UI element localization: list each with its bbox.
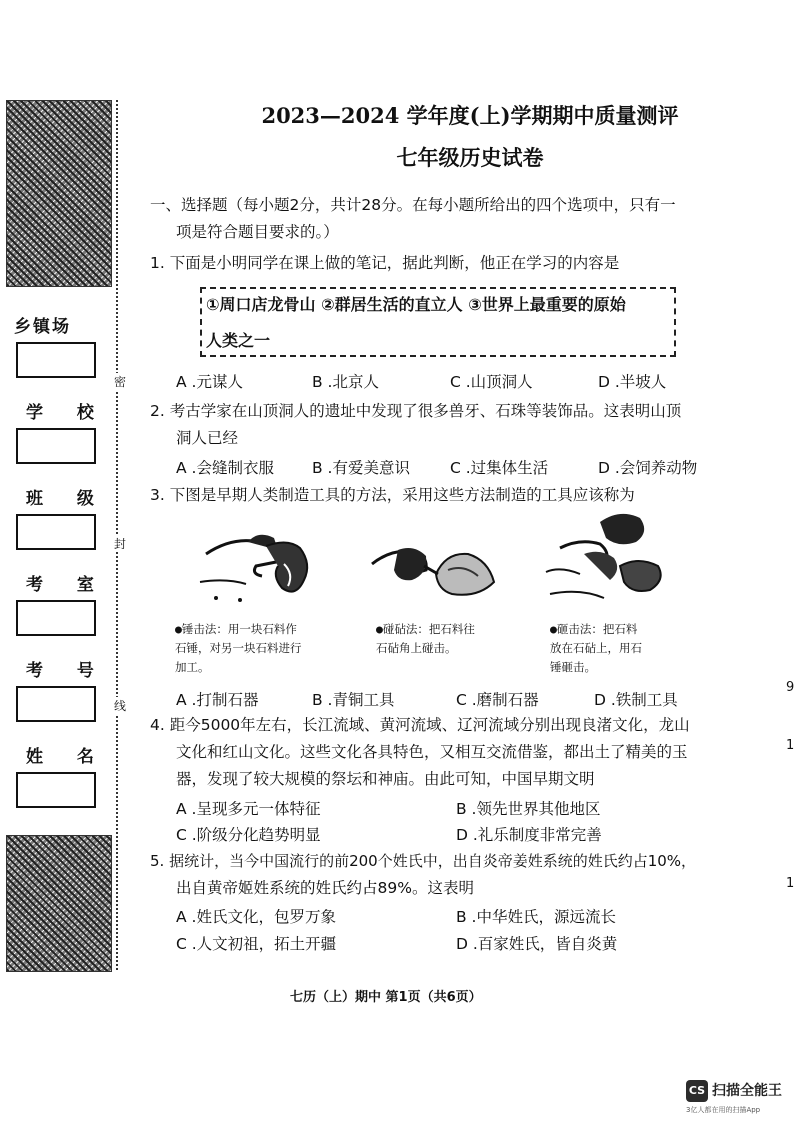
field-label-room: 考 室 [26,575,108,595]
q5-option-b[interactable]: B .中华姓氏，源远流长 [456,908,616,926]
section-heading-line2: 项是符合题目要求的。） [176,223,339,241]
q2-stem-line2: 洞人已经 [176,429,239,447]
q5-option-c[interactable]: C .人文初祖，拓土开疆 [176,935,337,953]
edge-mark: 1 [786,876,794,891]
q5-option-a[interactable]: A .姓氏文化，包罗万象 [176,908,336,926]
q2-option-c[interactable]: C .过集体生活 [450,459,549,477]
q2-option-a[interactable]: A .会缝制衣服 [176,459,274,477]
page-title: 2023—2024 学年度(上)学期期中质量测评 [261,103,679,128]
q2-option-b[interactable]: B .有爱美意识 [312,459,410,477]
page-footer: 七历（上）期中 第1页（共6页） [290,990,482,1005]
q4-option-b[interactable]: B .领先世界其他地区 [456,800,601,818]
scanner-logo-icon: CS [686,1080,708,1102]
seal-mark-xian: 线 [114,699,127,713]
q1-option-c[interactable]: C .山顶洞人 [450,373,533,391]
q2-option-d[interactable]: D .会饲养动物 [598,459,698,477]
edge-mark: 1 [786,738,794,753]
field-box-room[interactable] [16,600,96,636]
q3-stem: 3. 下图是早期人类制造工具的方法，采用这些方法制造的工具应该称为 [150,486,635,504]
edge-mark: 9 [786,680,794,695]
q4-stem-line3: 器，发现了较大规模的祭坛和神庙。由此可知，中国早期文明 [176,770,595,788]
q1-option-b[interactable]: B .北京人 [312,373,379,391]
binding-pattern-bottom [6,835,112,972]
q5-stem-line1: 5. 据统计，当今中国流行的前200个姓氏中，出自炎帝姜姓系统的姓氏约占10%， [150,852,697,870]
field-label-name: 姓 名 [26,747,108,767]
q1-note-line2: 人类之一 [206,331,271,350]
q3-caption-smashing [550,620,642,677]
q3-option-b[interactable]: B .青铜工具 [312,691,395,709]
q3-option-c[interactable]: C .磨制石器 [456,691,539,709]
q4-option-c[interactable]: C .阶级分化趋势明显 [176,826,321,844]
caption-line: 石锤，对另一块石料进行 [175,641,302,655]
binding-pattern-top [6,100,112,287]
field-label-school: 学 校 [26,403,108,423]
scanner-tagline: 3亿人都在用的扫描App [686,1106,761,1114]
q2-stem-line1: 2. 考古学家在山顶洞人的遗址中发现了很多兽牙、石珠等装饰品。这表明山顶 [150,402,682,420]
caption-line: ●锤击法：用一块石料作 [175,622,297,636]
q4-stem-line1: 4. 距今5000年左右，长江流域、黄河流域、辽河流域分别出现良渚文化，龙山 [150,716,690,734]
q5-stem-line2: 出自黄帝姬姓系统的姓氏约占89%。这表明 [176,879,474,897]
caption-line: ●碰砧法：把石料往 [376,622,475,636]
caption-line: 加工。 [175,660,210,674]
field-box-township[interactable] [16,342,96,378]
q4-option-d[interactable]: D .礼乐制度非常完善 [456,826,602,844]
caption-line: 石砧角上碰击。 [376,641,457,655]
field-box-exam-number[interactable] [16,686,96,722]
q1-note-line1: ①周口店龙骨山 ②群居生活的直立人 ③世界上最重要的原始 [206,295,626,314]
caption-line: ●砸击法：把石料 [550,622,638,636]
q5-option-d[interactable]: D .百家姓氏，皆自炎黄 [456,935,618,953]
q1-stem: 1. 下面是小明同学在课上做的笔记，据此判断，他正在学习的内容是 [150,254,620,272]
caption-line: 锤砸击。 [550,660,596,674]
field-box-class[interactable] [16,514,96,550]
q3-option-d[interactable]: D .铁制工具 [594,691,678,709]
field-label-class: 班 级 [26,489,108,509]
q3-caption-anvil [376,620,475,658]
hammering-method-illustration [196,514,346,614]
q3-option-a[interactable]: A .打制石器 [176,691,259,709]
field-label-township: 乡镇场 [14,317,71,337]
q3-caption-hammering [175,620,302,677]
scanner-app-name: 扫描全能王 [712,1083,782,1099]
section-heading-line1: 一、选择题（每小题2分，共计28分。在每小题所给出的四个选项中，只有一 [150,196,676,214]
q4-stem-line2: 文化和红山文化。这些文化各具特色，又相互交流借鉴，都出土了精美的玉 [176,743,688,761]
field-label-exam-number: 考 号 [26,661,108,681]
field-box-name[interactable] [16,772,96,808]
q1-option-d[interactable]: D .半坡人 [598,373,667,391]
q1-option-a[interactable]: A .元谋人 [176,373,243,391]
seal-mark-feng: 封 [114,537,127,551]
page-subtitle: 七年级历史试卷 [396,145,544,170]
smashing-method-illustration [540,508,680,608]
q4-option-a[interactable]: A .呈现多元一体特征 [176,800,321,818]
caption-line: 放在石砧上，用石 [550,641,642,655]
anvil-method-illustration [368,530,508,610]
seal-mark-mi: 密 [114,375,127,389]
field-box-school[interactable] [16,428,96,464]
